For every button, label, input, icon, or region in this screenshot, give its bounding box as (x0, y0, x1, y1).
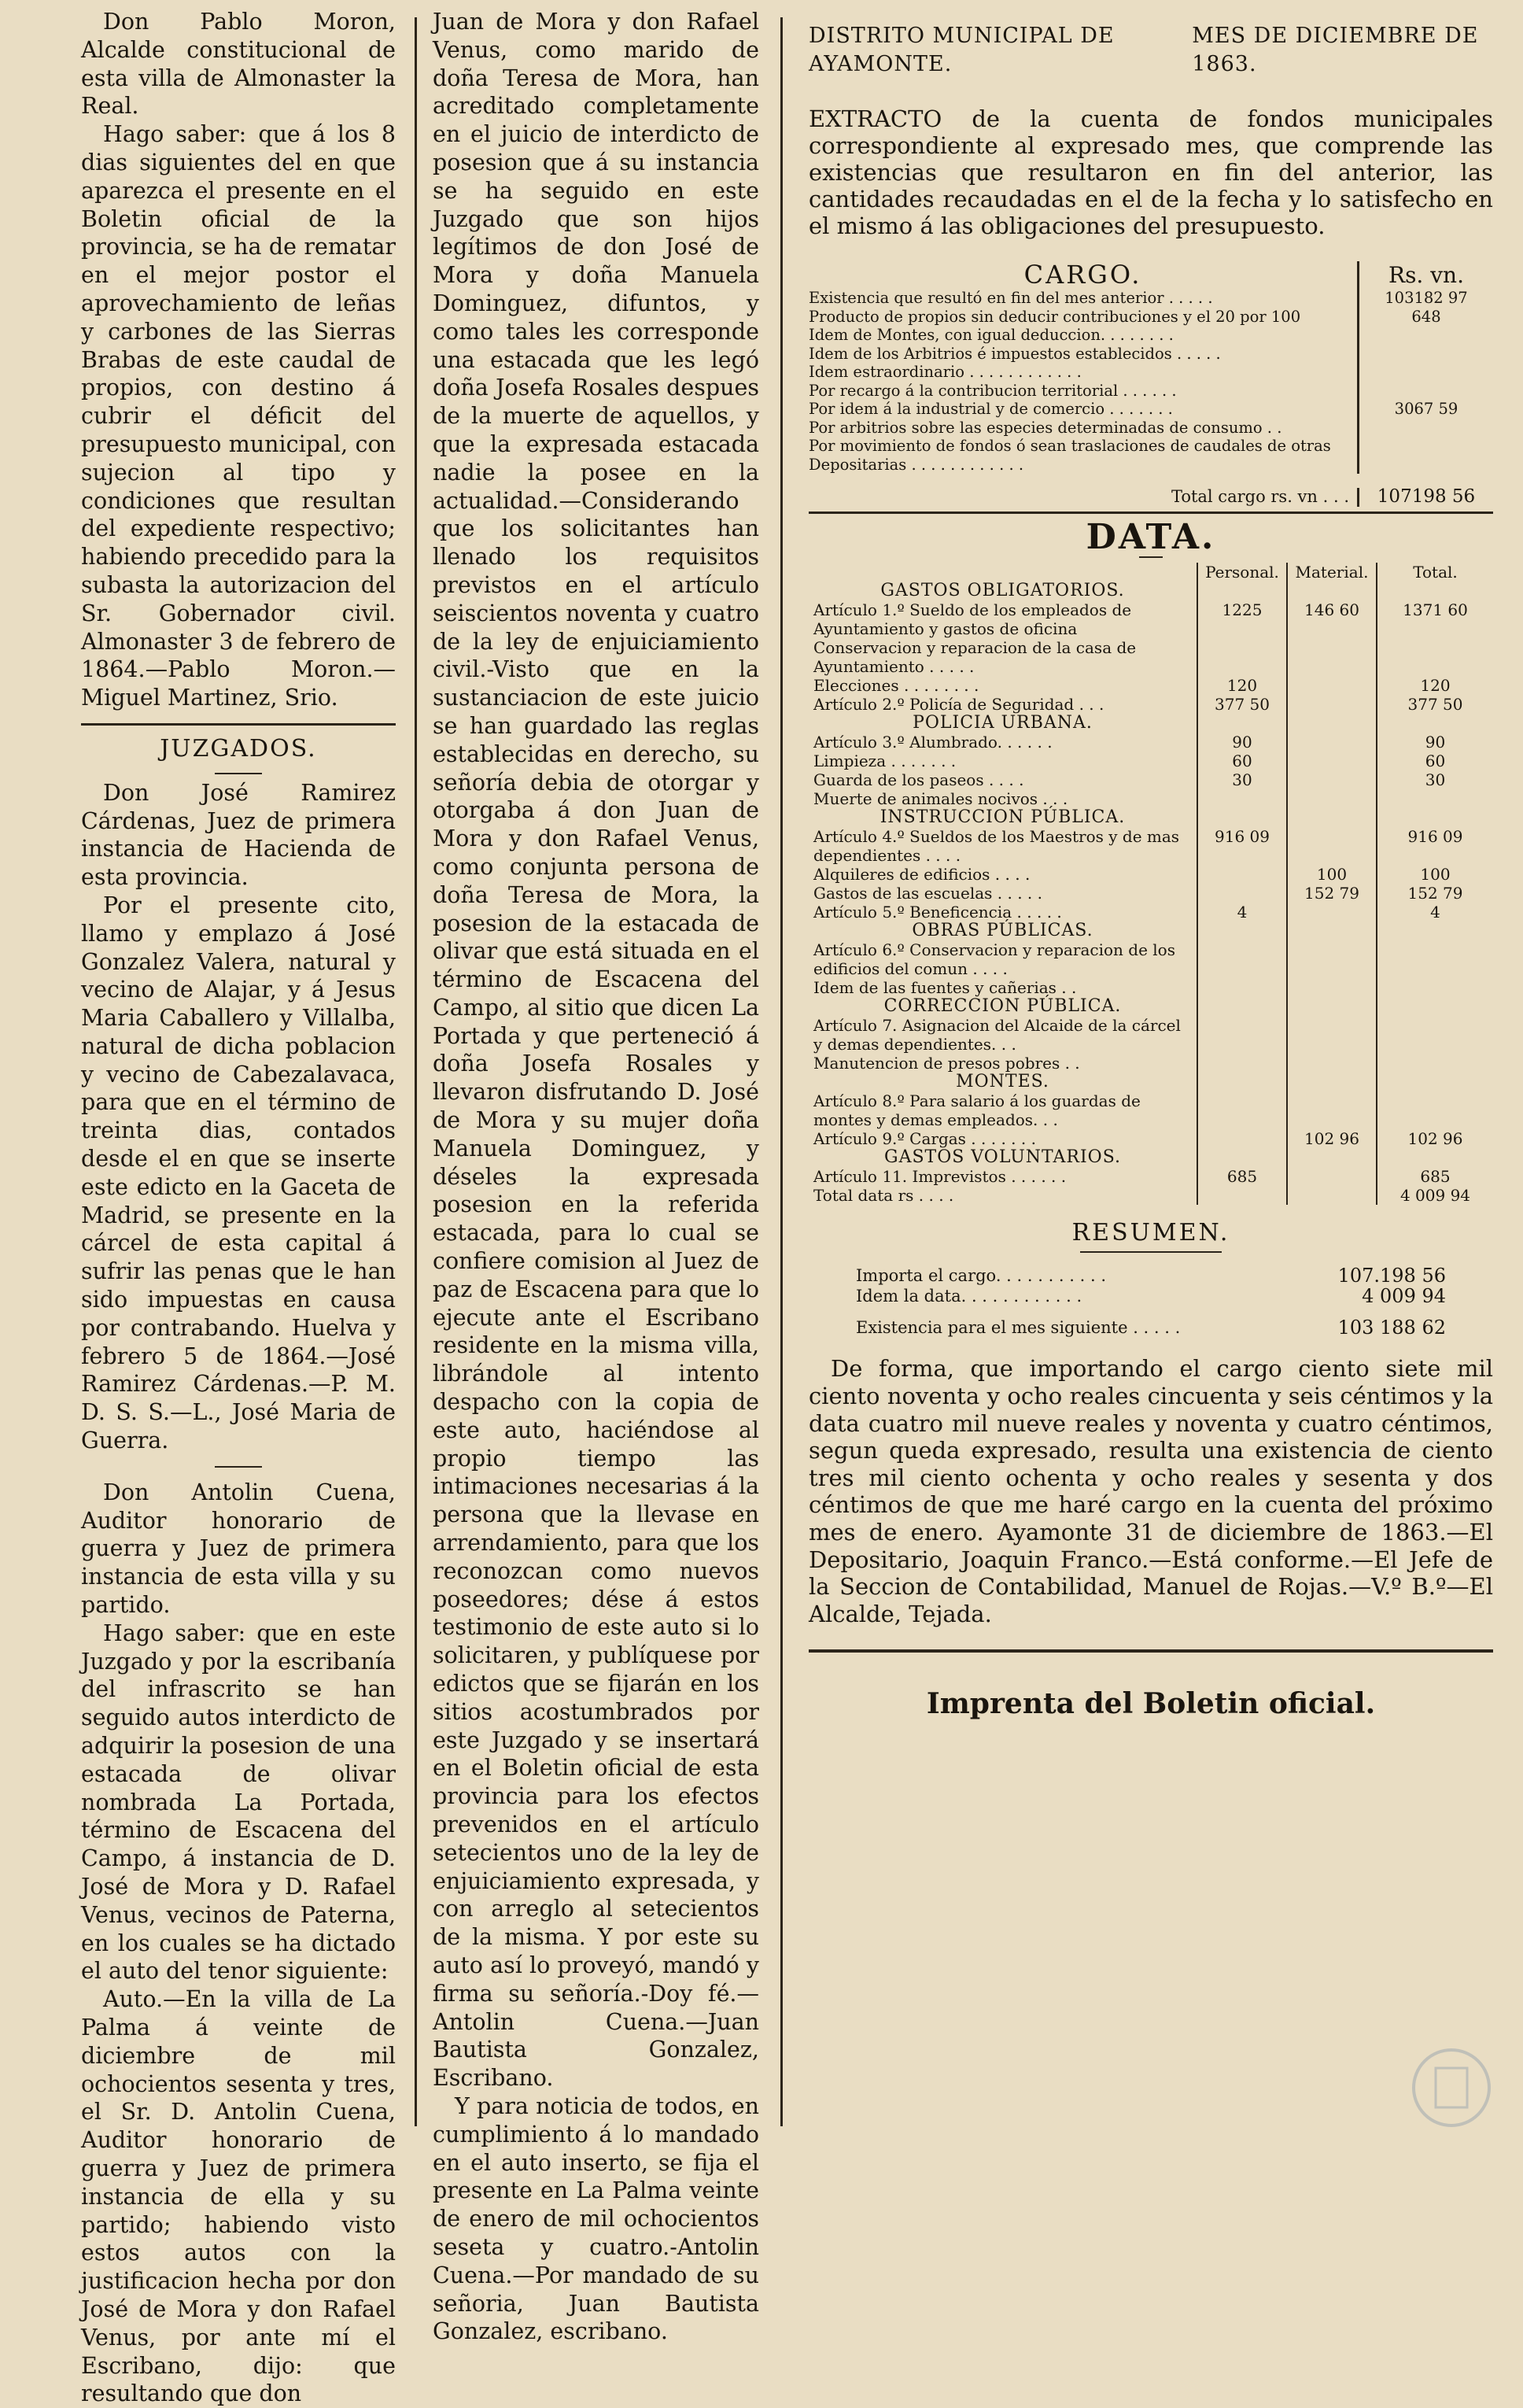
resumen-table (809, 1265, 1493, 1338)
data-row-label: Conservacion y reparacion de la casa de Ayuntamiento . . . . . (813, 637, 1137, 676)
data-row (809, 884, 1493, 903)
edict-ramirez-body: Por el presente cito, llamo y emplazo á José Gonzalez Valera, natural y vecino de Alajar, y á Jesus Maria Caballero y Villalba, natural de dicha poblacion y vecino de Cabezalavaca, para que en el término de treinta dias, contados desde el en que se inserte este edicto en la Gaceta de Madrid, se presente en la cárcel de esta capital á sufrir las penas que le han sido impuestas en causa por contrabando. Huelva y febrero 5 de 1864.—José Ramirez Cárdenas.—P. M. D. S. S.—L., José Maria de Guerra. (81, 892, 396, 1454)
edict-almonaster-title: Don Pablo Moron, Alcalde constitucional de esta villa de Almonaster la Real. (81, 9, 396, 120)
data-row-total (1377, 1091, 1493, 1129)
data-row (809, 1091, 1493, 1129)
data-row-personal: 4 (1197, 903, 1287, 921)
data-category-row (809, 582, 1493, 600)
data-row-personal (1197, 1016, 1287, 1054)
cargo-row-label: Por movimiento de fondos ó sean traslaciones de caudales de otras Depositarias . . . . . . . . . . . . (809, 437, 1331, 474)
data-table (809, 563, 1493, 1205)
cargo-unit: Rs. vn. (1357, 261, 1493, 290)
data-row (809, 770, 1493, 789)
data-row-material: 146 60 (1287, 600, 1377, 638)
data-row (809, 695, 1493, 714)
data-row-personal: 90 (1197, 733, 1287, 752)
data-row-total: 4 (1377, 903, 1493, 921)
data-row-material (1287, 695, 1377, 714)
data-row-total: 90 (1377, 733, 1493, 752)
cargo-row (809, 289, 1493, 308)
category-label: MONTES. (956, 1071, 1049, 1091)
section-heading-juzgados: JUZGADOS. (160, 734, 317, 763)
resumen-title: RESUMEN. (1071, 1218, 1230, 1246)
data-category-row (809, 1148, 1493, 1167)
short-divider (1080, 1251, 1222, 1253)
data-row-label: Limpieza . . . . . . . (813, 751, 957, 770)
data-category-row (809, 1073, 1493, 1091)
data-row-material (1287, 978, 1377, 997)
col-material: Material. (1287, 563, 1377, 582)
cargo-row-label: Idem de Montes, con igual deduccion. . . . . . . . (809, 326, 1174, 345)
data-row-total: 916 09 (1377, 827, 1493, 865)
data-row (809, 789, 1493, 808)
data-row-label: Alquileres de edificios . . . . (813, 864, 1031, 884)
data-row-total (1377, 1016, 1493, 1054)
data-row-material (1287, 1091, 1377, 1129)
cargo-row-label: Por recargo á la contribucion territorial . . . . . . (809, 381, 1177, 400)
cargo-row-value: 103182 97 (1357, 289, 1493, 308)
data-row-total: 102 96 (1377, 1129, 1493, 1148)
category-label: POLICIA URBANA. (913, 712, 1093, 733)
closing-paragraph: De forma, que importando el cargo ciento siete mil ciento noventa y ocho reales cincuenta y seis céntimos y la data cuatro mil nueve reales y noventa y cuatro céntimos, segun queda expresado, resulta una existencia de ciento tres mil ciento ochenta y ocho reales y sesenta y dos céntimos de que me haré cargo en la cuenta del próximo mes de enero. Ayamonte 31 de diciembre de 1863.—El Depositario, Joaquin Franco.—Está conforme.—El Jefe de la Seccion de Contabilidad, Manuel de Rojas.—V.º B.º—El Alcalde, Tejada. (809, 1355, 1493, 1627)
district-header (809, 22, 1493, 79)
cargo-total-label: Total cargo rs. vn . . . (1171, 487, 1349, 507)
data-row (809, 1016, 1493, 1054)
category-label: INSTRUCCION PÚBLICA. (880, 807, 1126, 827)
printer-imprint: Imprenta del Boletin oficial. (926, 1687, 1376, 1721)
resumen-row (809, 1286, 1493, 1306)
data-row (809, 1129, 1493, 1148)
category-label: GASTOS VOLUNTARIOS. (884, 1147, 1121, 1167)
cargo-row-value (1357, 363, 1493, 382)
resumen-row (809, 1317, 1493, 1338)
data-row-material (1287, 752, 1377, 770)
data-row-material (1287, 733, 1377, 752)
data-row (809, 978, 1493, 997)
cargo-row (809, 363, 1493, 382)
data-row-total: 100 (1377, 865, 1493, 884)
data-row-personal (1197, 884, 1287, 903)
data-row (809, 676, 1493, 695)
data-row-material (1287, 789, 1377, 808)
auto-continuation: Juan de Mora y don Rafael Venus, como marido de doña Teresa de Mora, han acreditado completamente en el juicio de interdicto de posesion que á su instancia se ha seguido en este Juzgado que son hijos legítimos de don José de Mora y doña Manuela Dominguez, difuntos, y como tales les corresponde una estacada que les legó doña Josefa Rosales despues de la muerte de aquellos, y que la expresada estacada nadie la posee en la actualidad.—Considerando que los solicitantes han llenado los requisitos previstos en el artículo seiscientos noventa y cuatro de la ley de enjuiciamiento civil.-Visto que en la sustanciacion de este juicio se han guardado las reglas establecidas en derecho, su señoría debia de otorgar y otorgaba á don Juan de Mora y don Rafael Venus, como conjunta persona de doña Teresa de Mora, la posesion de la estacada de olivar que está situada en el término de Escacena del Campo, al sitio que dicen La Portada y que perteneció á doña Josefa Rosales y llevaron disfrutando D. José de Mora y su mujer doña Manuela Dominguez, y déseles la expresada posesion en la referida estacada, para lo cual se confiere comision al Juez de paz de Escacena para que lo ejecute ante el Escribano residente en la misma villa, librándole al intento despacho con la copia de este auto, haciéndose al propio tiempo las intimaciones necesarias á la persona que la llevase en arrendamiento, para que los reconozcan como nuevos poseedores; dése á estos testimonio de este auto si lo solicitaren, y publíquese por edictos que se fijarán en los sitios acostumbrados por este Juzgado y se insertará en el Boletin oficial de esta provincia para los efectos prevenidos en el artículo setecientos uno de la ley de enjuiciamiento expresada, y con arreglo al setecientos de la misma. Y por este su auto así lo proveyó, mandó y firma su señoría.-Doy fé.—Antolin Cuena.—Juan Bautista Gonzalez, Escribano. (433, 9, 759, 2092)
resumen-row (809, 1265, 1493, 1286)
edict-almonaster-body: Hago saber: que á los 8 dias siguientes del en que aparezca el presente en el Boletin oficial de la provincia, se ha de rematar en el mejor postor el aprovechamiento de leñas y carbones de las Sierras Brabas de este caudal de propios, con destino á cubrir el déficit del presupuesto municipal, con sujecion al tipo y condiciones que resultan del expediente respectivo; habiendo precedido para la subasta la autorizacion del Sr. Gobernador civil. Almonaster 3 de febrero de 1864.—Pablo Moron.—Miguel Martinez, Srio. (81, 121, 396, 711)
cargo-row (809, 345, 1493, 364)
cargo-row-value (1357, 326, 1493, 345)
cargo-row-value (1357, 382, 1493, 401)
data-row-personal: 120 (1197, 676, 1287, 695)
data-row-material (1287, 827, 1377, 865)
data-row-label: Artículo 9.º Cargas . . . . . . . (813, 1128, 1036, 1148)
cargo-row-value (1357, 419, 1493, 438)
data-row-personal (1197, 978, 1287, 997)
data-title: DATA. (1086, 516, 1216, 557)
data-row-label: Artículo 3.º Alumbrado. . . . . . (813, 732, 1053, 752)
cargo-row (809, 308, 1493, 327)
month-label: MES DE DICIEMBRE DE 1863. (1192, 24, 1479, 76)
notice-text: Y para noticia de todos, en cumplimiento á lo mandado en el auto inserto, se fija el presente en La Palma veinte de enero de mil ochocientos seseta y cuatro.-Antolin Cuena.—Por mandado de su señoria, Juan Bautista Gonzalez, escribano. (433, 2092, 759, 2345)
auto-text: Auto.—En la villa de La Palma á veinte de diciembre de mil ochocientos sesenta y tres, el Sr. D. Antolin Cuena, Auditor honorario de guerra y Juez de primera instancia de ella y su partido; habiendo visto estos autos con la justificacion hecha por don José de Mora y don Rafael Venus, por ante mí el Escribano, dijo: que resultando que don (81, 1986, 396, 2407)
data-row-personal: 1225 (1197, 600, 1287, 638)
data-row-total: 120 (1377, 676, 1493, 695)
short-divider (215, 1466, 262, 1468)
data-row-label: Artículo 4.º Sueldos de los Maestros y de mas dependientes . . . . (813, 826, 1180, 865)
category-label: GASTOS OBLIGATORIOS. (880, 580, 1125, 600)
cargo-row (809, 382, 1493, 401)
cargo-row-value: 3067 59 (1357, 400, 1493, 419)
resumen-value: 107.198 56 (1337, 1265, 1446, 1287)
data-row-label: Artículo 5.º Beneficencia . . . . . (813, 902, 1062, 921)
data-row-label: Artículo 6.º Conservacion y reparacion de los edificios del comun . . . . (813, 940, 1175, 978)
data-row (809, 903, 1493, 921)
data-row-personal (1197, 940, 1287, 978)
divider (81, 723, 396, 726)
cargo-table (809, 289, 1493, 474)
data-row (809, 1167, 1493, 1186)
data-row-personal: 60 (1197, 752, 1287, 770)
district-name: DISTRITO MUNICIPAL DE AYAMONTE. (809, 24, 1115, 76)
data-row-material: 152 79 (1287, 884, 1377, 903)
column-1 (81, 8, 396, 2408)
data-row-label: Artículo 1.º Sueldo de los empleados de Ayuntamiento y gastos de oficina (813, 600, 1132, 638)
cargo-heading (809, 261, 1493, 290)
col-personal: Personal. (1197, 563, 1287, 582)
category-label: CORRECCION PÚBLICA. (883, 995, 1122, 1016)
data-row (809, 600, 1493, 638)
short-divider (215, 773, 262, 774)
cargo-title: CARGO. (1023, 259, 1142, 290)
extracto-text: EXTRACTO de la cuenta de fondos municipales correspondiente al expresado mes, que comprende las existencias que resultaron en fin del anterior, las cantidades recaudadas en el de la fecha y lo satisfecho en el mismo á las obligaciones del presupuesto. (809, 105, 1493, 239)
data-category-row (809, 921, 1493, 940)
data-row-material (1287, 940, 1377, 978)
data-row-personal (1197, 1054, 1287, 1073)
data-row-total (1377, 789, 1493, 808)
data-row-label: Gastos de las escuelas . . . . . (813, 883, 1042, 903)
data-row-label: Artículo 7. Asignacion del Alcaide de la cárcel y demas dependientes. . . (813, 1015, 1181, 1054)
data-row-label: Artículo 11. Imprevistos . . . . . . (813, 1166, 1067, 1186)
cargo-row-label: Idem estraordinario . . . . . . . . . . . . (809, 363, 1082, 382)
data-row-personal: 685 (1197, 1167, 1287, 1186)
edict-cuena-body: Hago saber: que en este Juzgado y por la escribanía del infrascrito se han seguido autos interdicto de adquirir la posesion de una estacada de olivar nombrada La Portada, término de Escacena del Campo, á instancia de D. José de Mora y D. Rafael Venus, vecinos de Paterna, en los cuales se ha dictado el auto del tenor siguiente: (81, 1619, 396, 1985)
data-row-material (1287, 770, 1377, 789)
cargo-row-value (1357, 345, 1493, 364)
data-row-personal (1197, 1186, 1287, 1205)
cargo-row (809, 400, 1493, 419)
data-row-label: Artículo 2.º Policía de Seguridad . . . (813, 694, 1104, 714)
data-row-personal: 916 09 (1197, 827, 1287, 865)
data-row-total: 60 (1377, 752, 1493, 770)
data-row-material: 100 (1287, 865, 1377, 884)
data-row-personal: 30 (1197, 770, 1287, 789)
data-row (809, 940, 1493, 978)
data-row-personal (1197, 638, 1287, 676)
data-row-personal (1197, 1129, 1287, 1148)
data-row-label: Manutencion de presos pobres . . (813, 1053, 1080, 1073)
column-divider-1 (415, 17, 417, 2126)
data-row-total (1377, 1054, 1493, 1073)
column-3 (809, 0, 1493, 1719)
data-row-material (1287, 903, 1377, 921)
data-row-material (1287, 638, 1377, 676)
data-category-row (809, 997, 1493, 1016)
data-row (809, 733, 1493, 752)
data-row-personal: 377 50 (1197, 695, 1287, 714)
data-row-label: Artículo 8.º Para salario á los guardas de montes y demas empleados. . . (813, 1091, 1141, 1129)
data-row (809, 638, 1493, 676)
data-row-label: Muerte de animales nocivos . . . (813, 789, 1068, 808)
data-row-material (1287, 676, 1377, 695)
edict-ramirez-title: Don José Ramirez Cárdenas, Juez de primera instancia de Hacienda de esta provincia. (81, 779, 396, 891)
data-row-label: Guarda de los paseos . . . . (813, 770, 1024, 789)
data-table-header (809, 563, 1493, 582)
data-row-material (1287, 1016, 1377, 1054)
data-row-total: 1371 60 (1377, 600, 1493, 638)
resumen-value: 103 188 62 (1337, 1317, 1446, 1339)
col-total: Total. (1377, 563, 1493, 582)
cargo-total-value: 107198 56 (1357, 488, 1493, 507)
resumen-label: Idem la data. . . . . . . . . . . . (856, 1287, 1082, 1306)
data-category-row (809, 808, 1493, 827)
cargo-row-label: Por arbitrios sobre las especies determinadas de consumo . . (809, 418, 1282, 437)
cargo-row-label: Existencia que resultó en fin del mes anterior . . . . . (809, 289, 1213, 308)
data-row-personal (1197, 789, 1287, 808)
column-divider-2 (780, 17, 783, 2126)
library-stamp-icon (1404, 2044, 1499, 2131)
data-row-personal (1197, 865, 1287, 884)
data-row-total: 30 (1377, 770, 1493, 789)
cargo-row (809, 437, 1493, 474)
data-row-label: Idem de las fuentes y cañerias . . (813, 977, 1077, 997)
cargo-row-value (1357, 437, 1493, 474)
resumen-label: Importa el cargo. . . . . . . . . . . (856, 1266, 1107, 1286)
cargo-row-label: Producto de propios sin deducir contribuciones y el 20 por 100 (809, 307, 1301, 326)
data-category-row (809, 714, 1493, 733)
data-row-material (1287, 1054, 1377, 1073)
cargo-row (809, 326, 1493, 345)
data-row-total: 152 79 (1377, 884, 1493, 903)
divider (809, 1649, 1493, 1653)
data-row-total (1377, 940, 1493, 978)
cargo-row-label: Idem de los Arbitrios é impuestos establecidos . . . . . (809, 344, 1221, 363)
resumen-label: Existencia para el mes siguiente . . . . . (856, 1318, 1181, 1338)
cargo-total-row (809, 488, 1493, 507)
resumen-value: 4 009 94 (1362, 1285, 1446, 1308)
data-row-total (1377, 638, 1493, 676)
cargo-row (809, 419, 1493, 438)
data-row-personal (1197, 1091, 1287, 1129)
data-row-total (1377, 978, 1493, 997)
data-row-label: Elecciones . . . . . . . . (813, 675, 979, 695)
data-row-total: 4 009 94 (1377, 1186, 1493, 1205)
data-row-material: 102 96 (1287, 1129, 1377, 1148)
cargo-row-label: Por idem á la industrial y de comercio . . . . . . . (809, 400, 1173, 419)
data-row-total: 685 (1377, 1167, 1493, 1186)
data-row-total: 377 50 (1377, 695, 1493, 714)
data-row (809, 827, 1493, 865)
data-row (809, 865, 1493, 884)
data-row-material (1287, 1186, 1377, 1205)
data-row-label: Total data rs . . . . (813, 1185, 954, 1205)
data-row (809, 1054, 1493, 1073)
column-2 (433, 8, 759, 2346)
data-row-material (1287, 1167, 1377, 1186)
data-row (809, 1186, 1493, 1205)
edict-cuena-title: Don Antolin Cuena, Auditor honorario de guerra y Juez de primera instancia de esta villa y su partido. (81, 1479, 396, 1619)
cargo-row-value: 648 (1357, 308, 1493, 327)
data-row (809, 752, 1493, 770)
divider (809, 512, 1493, 514)
category-label: OBRAS PÚBLICAS. (912, 920, 1093, 940)
